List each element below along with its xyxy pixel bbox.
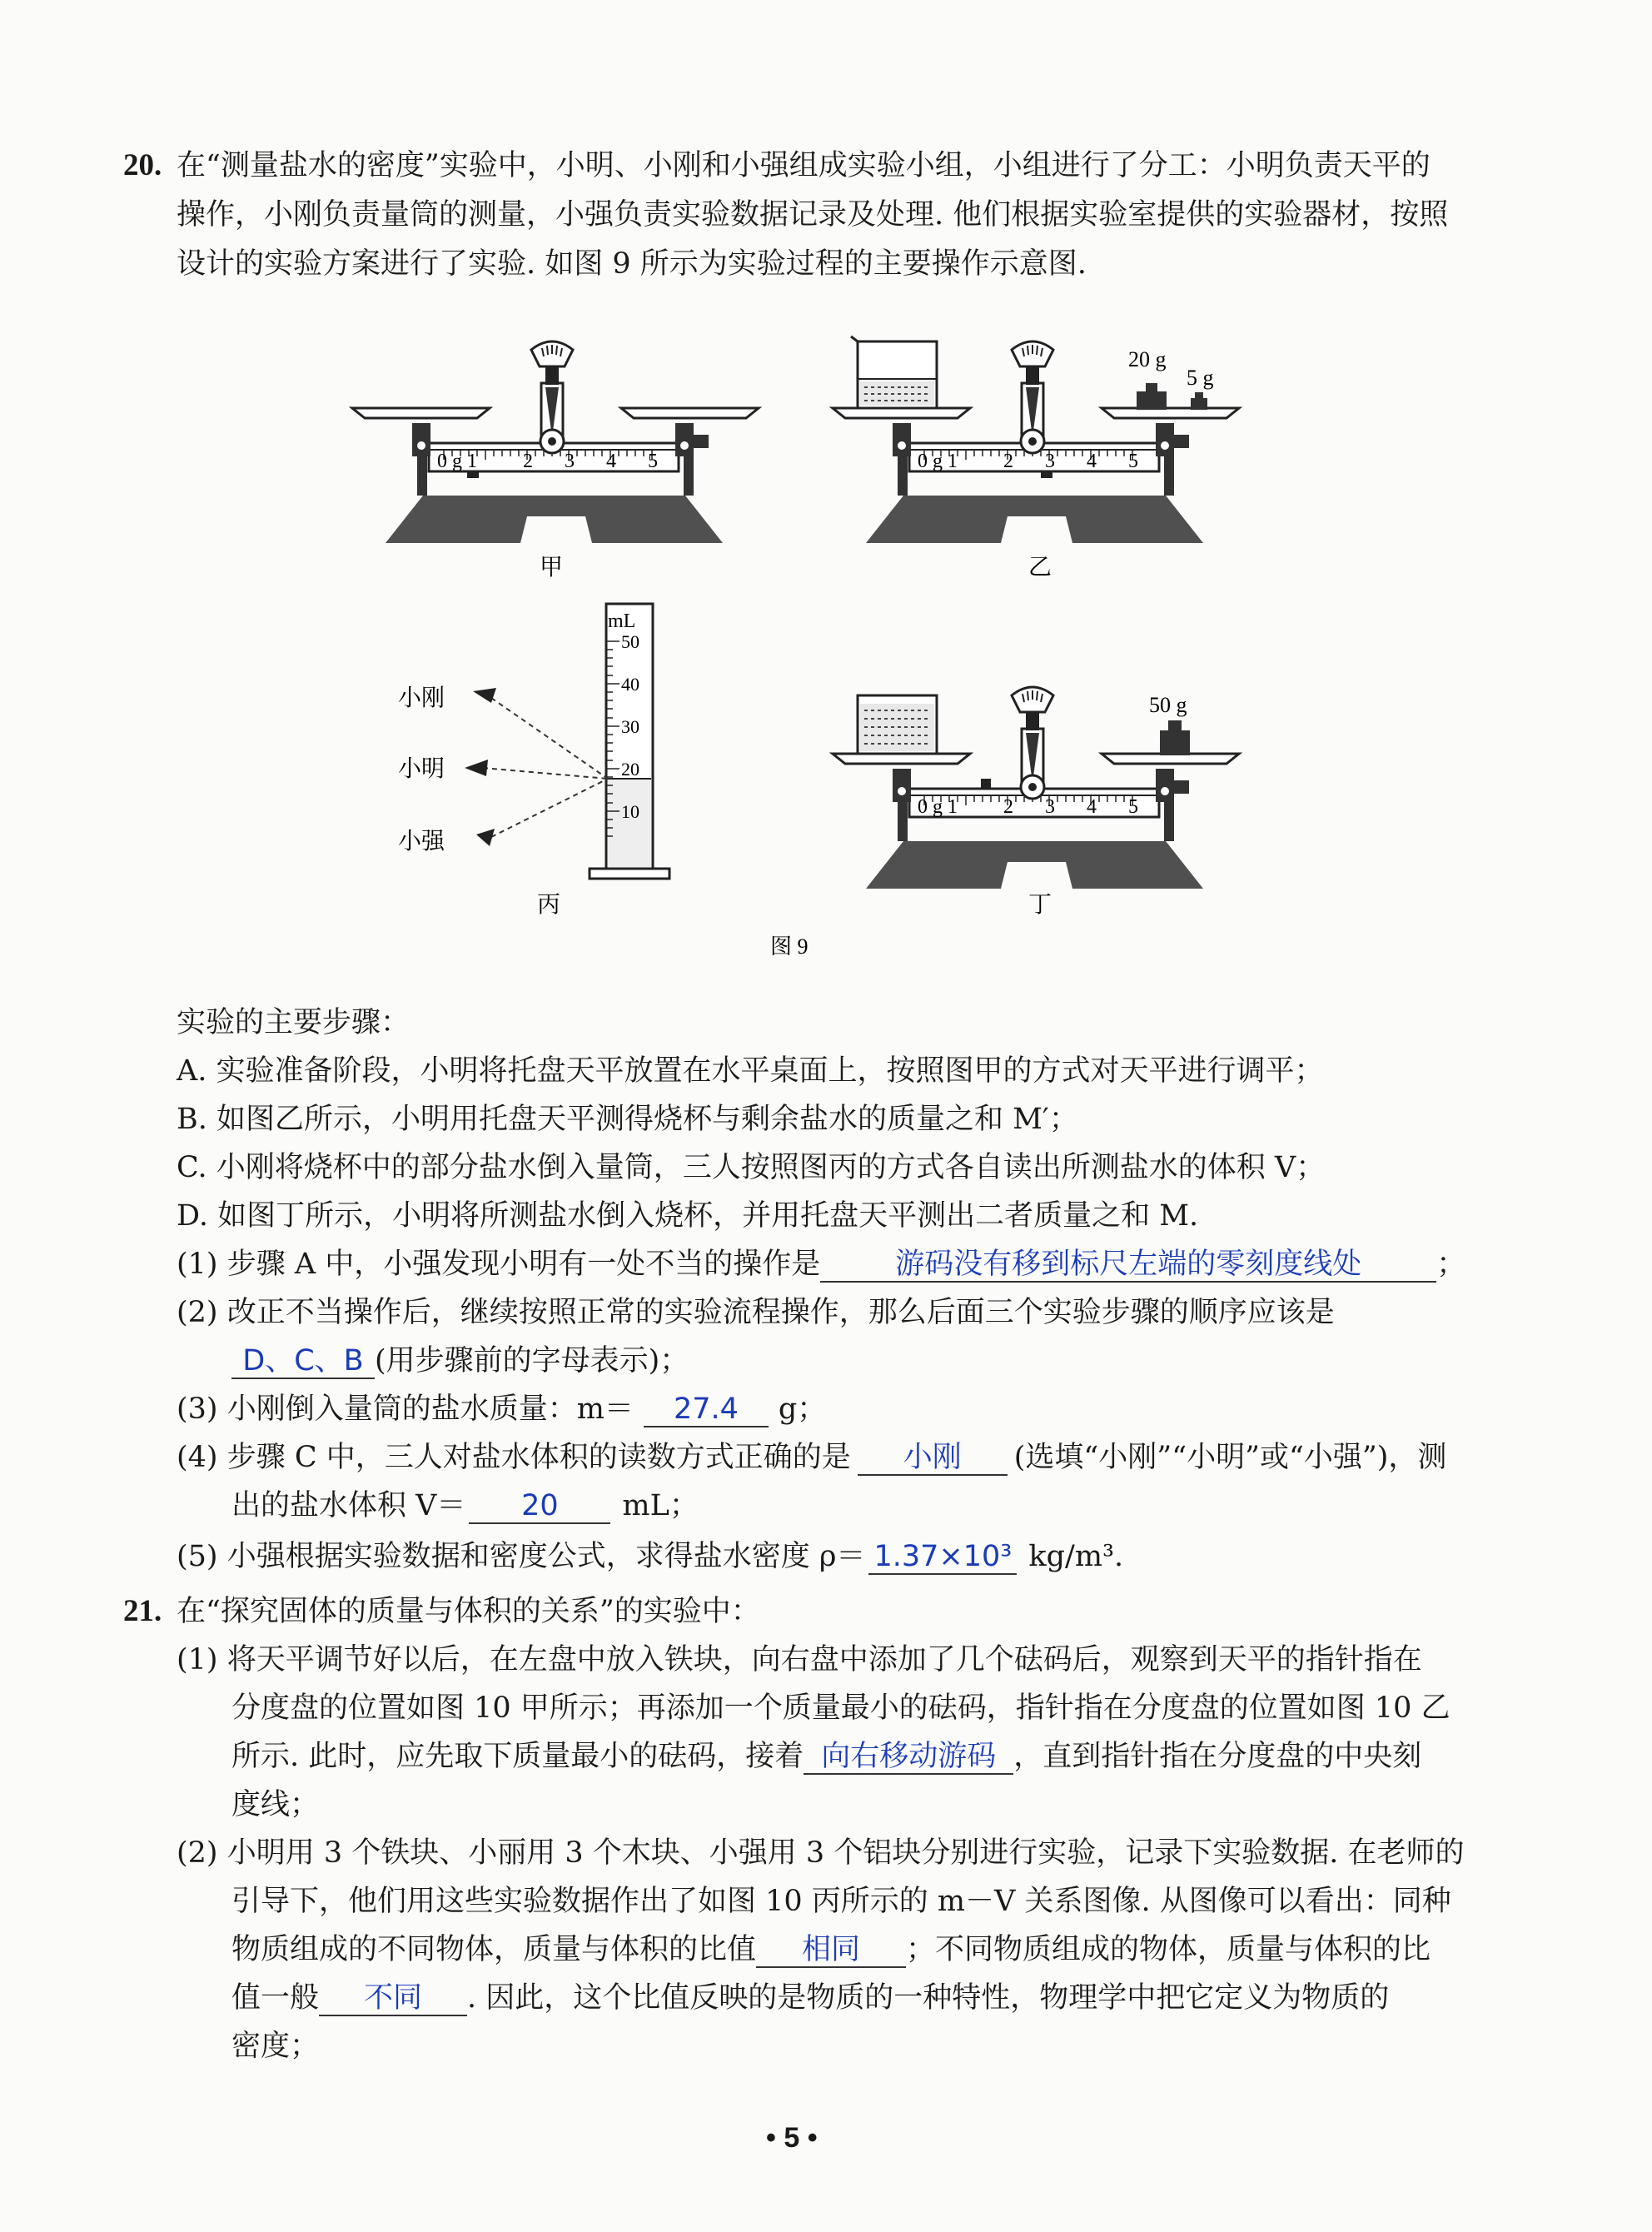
q21-p1-end: ，直到指针指在分度盘的中央刻 — [1013, 1740, 1422, 1773]
q20-intro-line-2: 操作，小刚负责量筒的测量，小强负责实验数据记录及处理. 他们根据实验室提供的实验器材，按照 — [177, 198, 1449, 232]
q20-sub5 — [177, 1537, 1123, 1576]
cyl-tick-30: 30 — [621, 716, 639, 737]
step-b: B. 如图乙所示，小明用托盘天平测得烧杯与剩余盐水的质量之和 M′； — [177, 1103, 1078, 1136]
q21-p2-line1: (2) 小明用 3 个铁块、小丽用 3 个木块、小强用 3 个铝块分别进行实验，记录下实验数据. 在老师的 — [177, 1836, 1465, 1870]
figure-9 — [0, 0, 1652, 966]
ding-scale-4: 4 — [1087, 796, 1097, 818]
steps-title: 实验的主要步骤： — [177, 1006, 411, 1039]
q20-sub2-answer[interactable]: D、C、B — [231, 1344, 375, 1379]
q20-sub1-answer[interactable]: 游码没有移到标尺左端的零刻度线处 — [820, 1248, 1436, 1283]
q20-sub3-text: (3) 小刚倒入量筒的盐水质量：m＝ — [177, 1393, 634, 1426]
eye-icon-xiaogang — [473, 688, 496, 703]
jia-scale-4: 4 — [606, 451, 616, 472]
ding-scale-0: 0 g 1 — [918, 796, 958, 818]
ding-scale-3: 3 — [1045, 796, 1055, 818]
step-c: C. 小刚将烧杯中的部分盐水倒入量筒，三人按照图丙的方式各自读出所测盐水的体积 V； — [177, 1151, 1326, 1184]
q21-p2-line2: 引导下，他们用这些实验数据作出了如图 10 丙所示的 m－V 关系图像. 从图像可以看出：同种 — [231, 1885, 1451, 1918]
q21-p2-line4 — [231, 1979, 1389, 2017]
q21-p2-end2: . 因此，这个比值反映的是物质的一种特性，物理学中把它定义为物质的 — [467, 1981, 1390, 2015]
q20-sub2-line1: (2) 改正不当操作后，继续按照正常的实验流程操作，那么后面三个实验步骤的顺序应该是 — [177, 1296, 1335, 1329]
q20-sub5-text: (5) 小强根据实验数据和密度公式，求得盐水密度 ρ＝ — [177, 1540, 866, 1573]
q20-sub2-line2 — [231, 1342, 689, 1380]
cyl-tick-50: 50 — [621, 631, 639, 652]
label-bing: 丙 — [537, 892, 561, 918]
ding-scale-5: 5 — [1128, 796, 1138, 818]
q21-p2-end: ；不同物质组成的物体，质量与体积的比 — [906, 1933, 1431, 1966]
q20-sub3 — [177, 1390, 826, 1428]
weight-20g-label: 20 g — [1128, 347, 1167, 371]
observer-xiaoqiang: 小强 — [398, 829, 445, 854]
q21-p2-line3 — [231, 1931, 1431, 1969]
q21-p1-line2: 分度盘的位置如图 10 甲所示；再添加一个质量最小的砝码，指针指在分度盘的位置如图 10 乙 — [231, 1691, 1450, 1725]
step-a: A. 实验准备阶段，小明将托盘天平放置在水平桌面上，按照图甲的方式对天平进行调平； — [177, 1054, 1324, 1088]
q21-p1-text: 所示. 此时，应先取下质量最小的砝码，接着 — [231, 1740, 804, 1773]
ding-scale-2: 2 — [1003, 796, 1013, 818]
q21-p2-line5: 密度； — [231, 2030, 320, 2063]
page-number: • 5 • — [766, 2122, 818, 2154]
yi-scale-5: 5 — [1128, 451, 1138, 472]
q21-number: 21. — [123, 1594, 162, 1628]
q20-number: 20. — [123, 148, 162, 182]
q20-sub2-end: (用步骤前的字母表示)； — [375, 1344, 689, 1378]
label-ding: 丁 — [1028, 892, 1052, 918]
label-jia: 甲 — [540, 555, 564, 580]
q21-p1-answer[interactable]: 向右移动游码 — [804, 1740, 1013, 1775]
eye-icon-xiaoming — [465, 760, 488, 776]
q21-p2-text: 物质组成的不同物体，质量与体积的比值 — [231, 1933, 757, 1966]
q21-p2-answer1[interactable]: 相同 — [756, 1933, 906, 1968]
q21-p1-line1: (1) 将天平调节好以后，在左盘中放入铁块，向右盘中添加了几个砝码后，观察到天平的指针指在 — [177, 1643, 1422, 1676]
step-d: D. 如图丁所示，小明将所测盐水倒入烧杯，并用托盘天平测出二者质量之和 M. — [177, 1199, 1199, 1233]
weight-50g-label: 50 g — [1149, 693, 1187, 717]
q20-sub4b-end: mL； — [622, 1489, 699, 1522]
q20-sub4-line2 — [231, 1487, 699, 1525]
q20-sub4-text: (4) 步骤 C 中，三人对盐水体积的读数方式正确的是 — [177, 1441, 851, 1474]
q20-sub4b-text: 出的盐水体积 V＝ — [231, 1489, 466, 1522]
q20-sub5-answer[interactable]: 1.37×10³ — [868, 1540, 1017, 1575]
cyl-tick-40: 40 — [621, 674, 639, 695]
q20-sub1 — [177, 1245, 1465, 1283]
q21-p1-line4: 度线； — [231, 1788, 320, 1821]
q20-sub3-end: g； — [778, 1393, 827, 1426]
q20-sub3-answer[interactable]: 27.4 — [644, 1393, 769, 1427]
q20-intro-line-1: 在“测量盐水的密度”实验中，小明、小刚和小强组成实验小组，小组进行了分工：小明负责天平的 — [177, 149, 1431, 182]
q21-p1-line3 — [231, 1737, 1421, 1776]
q20-sub4-end: (选填“小刚”“小明”或“小强”)，测 — [1013, 1441, 1447, 1474]
yi-scale-0: 0 g 1 — [918, 451, 958, 472]
observer-xiaoming: 小明 — [398, 756, 445, 782]
q20-intro-line-3: 设计的实验方案进行了实验. 如图 9 所示为实验过程的主要操作示意图. — [177, 247, 1087, 281]
jia-scale-0: 0 g 1 — [437, 451, 477, 472]
q21-intro: 在“探究固体的质量与体积的关系”的实验中： — [177, 1595, 760, 1628]
weight-20g — [1137, 391, 1167, 410]
q21-p2-answer2[interactable]: 不同 — [319, 1981, 467, 2016]
weight-5g — [1191, 398, 1207, 410]
q20-sub1-end: ； — [1436, 1248, 1466, 1281]
cylinder-unit: mL — [608, 610, 636, 632]
q20-sub4 — [177, 1438, 1446, 1477]
yi-scale-2: 2 — [1003, 451, 1013, 472]
jia-scale-2: 2 — [523, 451, 533, 472]
q20-sub5-end: kg/m³. — [1028, 1540, 1124, 1573]
q20-sub4-answer[interactable]: 小刚 — [858, 1441, 1008, 1476]
q21-p2-text2: 值一般 — [231, 1981, 320, 2015]
yi-scale-4: 4 — [1087, 451, 1097, 472]
q20-sub1-text: (1) 步骤 A 中，小强发现小明有一处不当的操作是 — [177, 1248, 821, 1281]
yi-scale-3: 3 — [1045, 451, 1055, 472]
observer-xiaogang: 小刚 — [398, 685, 445, 711]
cyl-tick-10: 10 — [621, 801, 639, 822]
eye-icon-xiaoqiang — [476, 829, 495, 846]
weight-50g — [1160, 730, 1190, 755]
jia-scale-5: 5 — [648, 451, 658, 472]
weight-5g-label: 5 g — [1187, 366, 1214, 390]
cyl-tick-20: 20 — [621, 759, 639, 780]
figure-9-caption: 图 9 — [770, 934, 809, 959]
label-yi: 乙 — [1028, 555, 1052, 580]
jia-scale-3: 3 — [565, 451, 575, 472]
q20-sub4b-answer[interactable]: 20 — [469, 1489, 610, 1524]
